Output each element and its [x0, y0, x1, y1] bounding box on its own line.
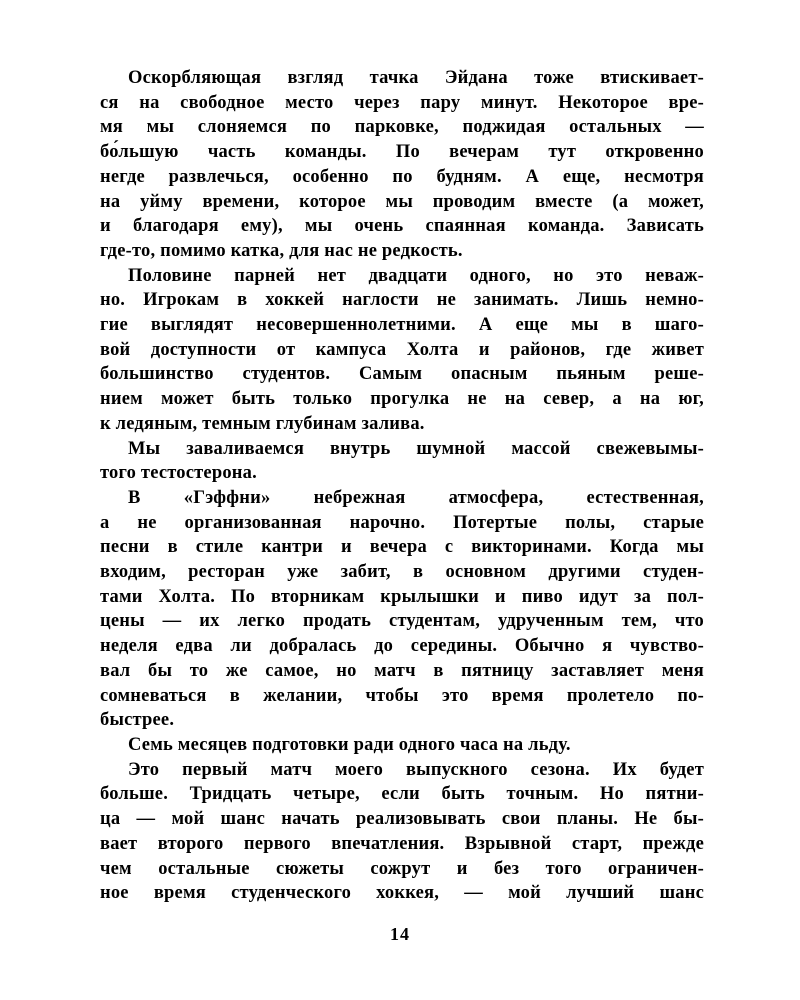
- text-line: Половине парней нет двадцати одного, но это неваж-: [128, 265, 704, 286]
- text-line: негде развлечься, особенно по будням. А еще, несмотря: [100, 166, 704, 187]
- text-line: неделя едва ли добралась до середины. Обычно я чувство-: [100, 636, 704, 657]
- text-line: а не организованная нарочно. Потертые полы, старые: [100, 512, 704, 533]
- text-line: Семь месяцев подготовки ради одного часа на льду.: [128, 734, 571, 755]
- text-line: ся на свободное место через пару минут. Некоторое вре-: [100, 92, 704, 113]
- text-line: тами Холта. По вторникам крылышки и пиво идут за пол-: [100, 586, 704, 607]
- text-line: В «Гэффни» небрежная атмосфера, естественная,: [128, 487, 704, 508]
- text-line: быстрее.: [100, 710, 175, 731]
- text-line: входим, ресторан уже забит, в основном другими студен-: [100, 562, 704, 583]
- text-line: нием может быть только прогулка не на север, а на юг,: [100, 389, 704, 410]
- page-number: 14: [390, 924, 410, 944]
- text-line: где-то, помимо катка, для нас не редкость.: [100, 240, 463, 261]
- text-line: на уйму времени, которое мы проводим вместе (а может,: [100, 191, 704, 212]
- text-line: больше. Тридцать четыре, если быть точным. Но пятни-: [100, 784, 704, 805]
- text-line: Это первый матч моего выпускного сезона. Их будет: [128, 759, 704, 780]
- text-line: но. Игрокам в хоккей наглости не занимать. Лишь немно-: [100, 290, 704, 311]
- text-line: вает второго первого впечатления. Взрывной старт, прежде: [100, 833, 704, 854]
- text-line: ное время студенческого хоккея, — мой лучший шанс: [100, 883, 704, 904]
- text-line: Оскорбляющая взгляд тачка Эйдана тоже втискивает-: [128, 68, 704, 88]
- text-line: вой доступности от кампуса Холта и районов, где живет: [100, 339, 704, 360]
- text-line: чем остальные сюжеты сожрут и без того ограничен-: [100, 858, 704, 879]
- text-line: вал бы то же самое, но матч в пятницу заставляет меня: [100, 660, 704, 681]
- text-line: и благодаря ему), мы очень спаянная команда. Зависать: [100, 216, 704, 237]
- text-line: мя мы слоняемся по парковке, поджидая остальных —: [100, 117, 704, 138]
- text-line: бо́льшую часть команды. По вечерам тут откровенно: [100, 142, 704, 163]
- text-line: сомневаться в желании, чтобы это время пролетело по-: [100, 685, 704, 706]
- text-line: ца — мой шанс начать реализовывать свои планы. Не бы-: [100, 809, 704, 830]
- text-line: к ледяным, темным глубинам залива.: [100, 413, 425, 434]
- text-line: гие выглядят несовершеннолетними. А еще мы в шаго-: [100, 315, 704, 336]
- text-line: большинство студентов. Самым опасным пьяным реше-: [100, 364, 704, 385]
- text-line: песни в стиле кантри и вечера с викторинами. Когда мы: [100, 537, 704, 558]
- text-line: цены — их легко продать студентам, удрученным тем, что: [100, 611, 704, 632]
- text-line: того тестостерона.: [100, 463, 257, 484]
- text-line: Мы заваливаемся внутрь шумной массой свежевымы-: [128, 438, 704, 459]
- text-block: [100, 66, 704, 906]
